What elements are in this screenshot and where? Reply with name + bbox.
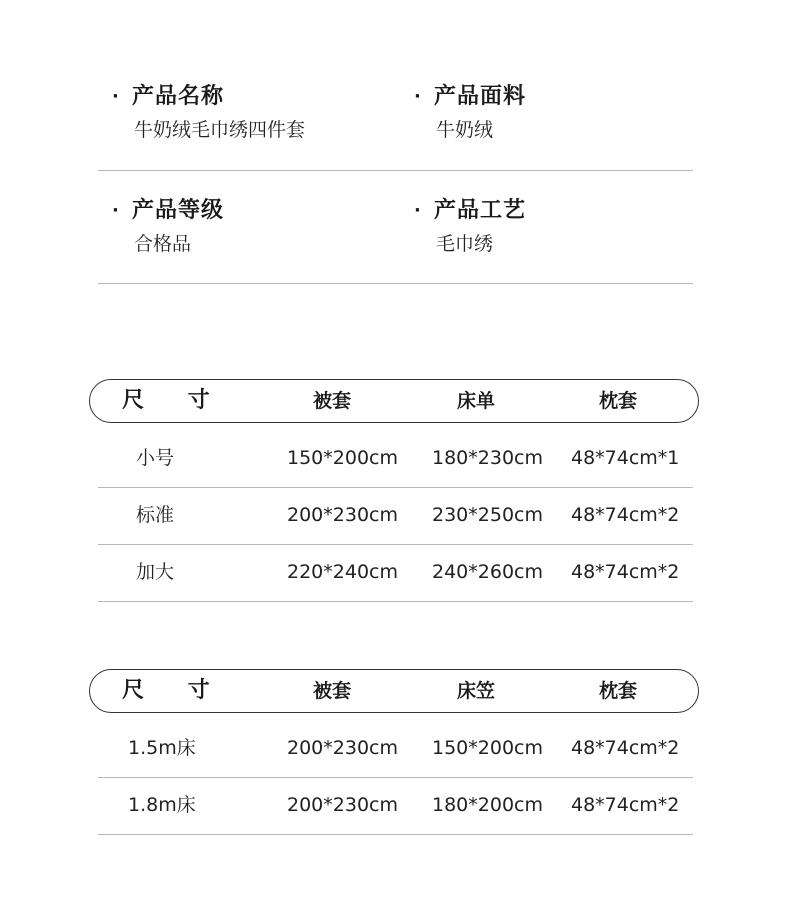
header-size: 尺 寸	[122, 388, 228, 413]
pillowcase-cell: 48*74cm*1	[571, 447, 680, 469]
header-size: 尺 寸	[122, 678, 228, 703]
size-cell: 1.5m床	[128, 737, 196, 759]
duvet-cell: 200*230cm	[287, 794, 398, 816]
size-table-1-header	[89, 379, 699, 423]
header-duvet: 被套	[312, 680, 351, 702]
pillowcase-cell: 48*74cm*2	[571, 794, 680, 816]
bullet-icon: ·	[414, 86, 421, 107]
header-pillowcase: 枕套	[598, 680, 637, 702]
info-product-grade	[112, 198, 224, 256]
duvet-cell: 200*230cm	[287, 504, 398, 526]
info-label: 产品工艺	[434, 198, 527, 223]
duvet-cell: 150*200cm	[287, 447, 398, 469]
sheet-cell: 240*260cm	[432, 561, 543, 583]
divider	[98, 170, 693, 171]
sheet-cell: 230*250cm	[432, 504, 543, 526]
size-cell: 标准	[136, 504, 175, 526]
info-value: 毛巾绣	[436, 233, 494, 255]
bullet-icon: ·	[112, 200, 119, 221]
table-row	[98, 777, 693, 835]
fitted-sheet-cell: 150*200cm	[432, 737, 543, 759]
table-row	[98, 720, 693, 778]
info-label: 产品名称	[132, 84, 225, 109]
header-fitted-sheet: 床笠	[456, 680, 495, 702]
pillowcase-cell: 48*74cm*2	[571, 504, 680, 526]
duvet-cell: 200*230cm	[287, 737, 398, 759]
bullet-icon: ·	[414, 200, 421, 221]
info-label: 产品面料	[434, 84, 527, 109]
size-cell: 1.8m床	[128, 794, 196, 816]
sheet-cell: 180*230cm	[432, 447, 543, 469]
info-label: 产品等级	[132, 198, 225, 223]
duvet-cell: 220*240cm	[287, 561, 398, 583]
pillowcase-cell: 48*74cm*2	[571, 737, 680, 759]
info-product-fabric	[414, 84, 526, 142]
header-duvet: 被套	[312, 390, 351, 412]
bullet-icon: ·	[112, 86, 119, 107]
divider	[98, 283, 693, 284]
size-table-2-header	[89, 669, 699, 713]
info-product-name	[112, 84, 305, 142]
pillowcase-cell: 48*74cm*2	[571, 561, 680, 583]
info-value: 合格品	[134, 233, 192, 255]
table-row	[98, 487, 693, 545]
info-product-craft	[414, 198, 526, 256]
table-row	[98, 544, 693, 602]
fitted-sheet-cell: 180*200cm	[432, 794, 543, 816]
size-cell: 加大	[136, 561, 175, 583]
table-row	[98, 430, 693, 488]
size-cell: 小号	[136, 447, 175, 469]
header-pillowcase: 枕套	[598, 390, 637, 412]
info-value: 牛奶绒毛巾绣四件套	[134, 119, 306, 141]
header-sheet: 床单	[456, 390, 495, 412]
info-value: 牛奶绒	[436, 119, 494, 141]
